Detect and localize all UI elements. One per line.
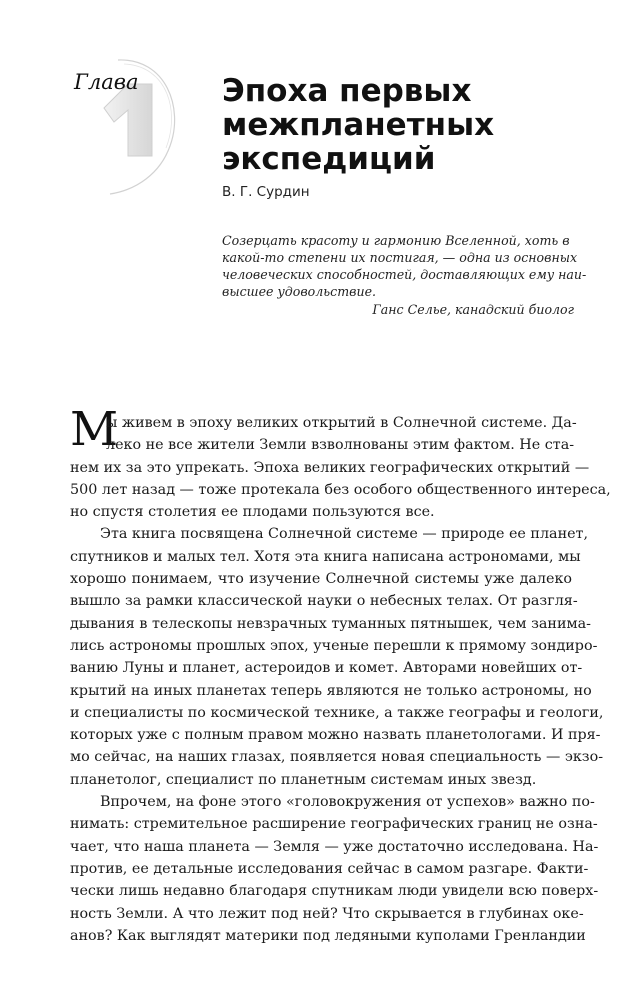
paragraph-line: крытий на иных планетах теперь являются не только астрономы, но (70, 682, 592, 699)
title-line: межпланетных (222, 107, 495, 143)
paragraph-line: Впрочем, на фоне этого «головокружения от успехов» важно по- (100, 794, 595, 811)
chapter-label: Глава (74, 70, 139, 94)
epigraph-attribution: Ганс Селье, канадский биолог (372, 302, 574, 317)
epigraph-line: высшее удовольствие. (222, 284, 377, 299)
paragraph-line: чески лишь недавно благодаря спутникам люди увидели всю поверх- (70, 883, 599, 900)
paragraph-line: нем их за это упрекать. Эпоха великих географических открытий — (70, 459, 590, 476)
paragraph-line: спутников и малых тел. Хотя эта книга написана астрономами, мы (70, 548, 581, 565)
paragraph-line: против, ее детальные исследования сейчас в самом разгаре. Факти- (70, 860, 589, 877)
paragraph-line: анов? Как выглядят материки под ледяными куполами Гренландии (70, 927, 586, 944)
body-text (70, 412, 611, 947)
paragraph-line: ы живем в эпоху великих открытий в Солнечной системе. Да- (106, 415, 577, 431)
drop-cap: М (70, 402, 119, 457)
paragraph-line: Эта книга посвящена Солнечной системе — природе ее планет, (100, 526, 589, 543)
paragraph-line: нимать: стремительное расширение географических границ не озна- (70, 816, 598, 833)
paragraph-line: леко не все жители Земли взволнованы этим фактом. Не ста- (106, 437, 575, 454)
paragraph-line: хорошо понимаем, что изучение Солнечной системы уже далеко (70, 571, 572, 588)
paragraph-line: мо сейчас, на наших глазах, появляется новая специальность — экзо- (70, 749, 604, 766)
epigraph (222, 232, 587, 318)
epigraph-line: Созерцать красоту и гармонию Вселенной, хоть в (222, 233, 570, 248)
paragraph-line: планетолог, специалист по планетным системам иных звезд. (70, 771, 537, 788)
title-line: экспедиций (222, 141, 436, 177)
paragraph-line: чает, что наша планета — Земля — уже достаточно исследована. На- (70, 838, 599, 855)
title-line: Эпоха первых (222, 73, 472, 109)
paragraph-line: ность Земли. А что лежит под ней? Что скрывается в глубинах оке- (70, 905, 584, 922)
epigraph-line: человеческих способностей, доставляющих ему наи- (222, 267, 587, 282)
chapter-number-one-shape (104, 84, 152, 156)
author-name: В. Г. Сурдин (222, 184, 310, 200)
paragraph-line: лись астрономы прошлых эпох, ученые перешли к прямому зондиро- (70, 637, 598, 654)
paragraph-line: и специалисты по космической технике, а также географы и геологи, (70, 704, 604, 721)
paragraph-line: дывания в телескопы невзрачных туманных пятнышек, чем занима- (70, 615, 591, 632)
paragraph-line: но спустя столетия ее плодами пользуются все. (70, 504, 435, 521)
paragraph-line: 500 лет назад — тоже протекала без особого общественного интереса, (70, 481, 611, 498)
chapter-title (222, 74, 602, 176)
epigraph-line: какой-то степени их постигая, — одна из основных (222, 250, 578, 265)
paragraph-line: вышло за рамки классической науки о небесных телах. От разгля- (70, 593, 578, 610)
paragraph-line: которых уже с полным правом можно назвать планетологами. И пря- (70, 727, 601, 744)
paragraph-line: ванию Луны и планет, астероидов и комет. Авторами новейших от- (70, 660, 583, 677)
